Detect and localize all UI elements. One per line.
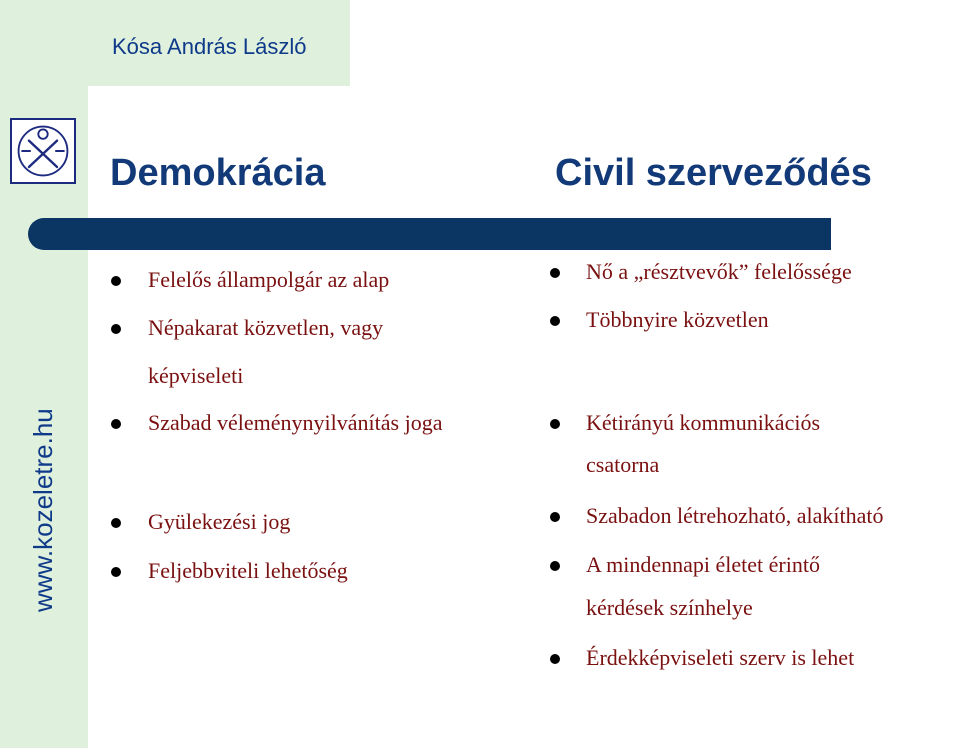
- list-item: Népakarat közvetlen, vagy: [148, 315, 384, 340]
- logo-icon: [10, 118, 76, 184]
- list-item: A mindennapi életet érintő: [586, 552, 820, 577]
- left-green-strip: [0, 0, 88, 748]
- list-item: Többnyire közvetlen: [586, 307, 769, 332]
- bullet-icon: [111, 518, 121, 528]
- title-democracy: Demokrácia: [110, 152, 326, 194]
- bullet-icon: [111, 276, 121, 286]
- title-civil-organization: Civil szerveződés: [555, 152, 872, 194]
- list-item: Érdekképviseleti szerv is lehet: [586, 645, 855, 670]
- bullet-icon: [111, 324, 121, 334]
- list-item: Feljebbviteli lehetőség: [148, 558, 348, 583]
- list-item: Gyülekezési jog: [148, 509, 291, 534]
- list-item-continuation: csatorna: [586, 452, 660, 477]
- sidebar-url: www.kozeletre.hu: [28, 408, 58, 612]
- list-item-continuation: kérdések színhelye: [586, 595, 753, 620]
- list-item-continuation: képviseleti: [148, 363, 244, 388]
- bullet-icon: [550, 268, 560, 278]
- list-item: Szabad véleménynyilvánítás joga: [148, 410, 443, 435]
- list-item: Kétirányú kommunikációs: [586, 410, 821, 435]
- list-item: Nő a „résztvevők” felelőssége: [586, 259, 852, 284]
- bullet-icon: [550, 419, 560, 429]
- bullet-icon: [111, 567, 121, 577]
- title-underline-bar: [28, 218, 831, 250]
- bullet-icon: [550, 316, 560, 326]
- list-item: Felelős állampolgár az alap: [148, 267, 390, 292]
- author-name: Kósa András László: [112, 34, 307, 59]
- bullet-icon: [550, 512, 560, 522]
- list-item: Szabadon létrehozható, alakítható: [586, 503, 884, 528]
- bullet-icon: [550, 561, 560, 571]
- bullet-icon: [550, 654, 560, 664]
- bullet-icon: [111, 419, 121, 429]
